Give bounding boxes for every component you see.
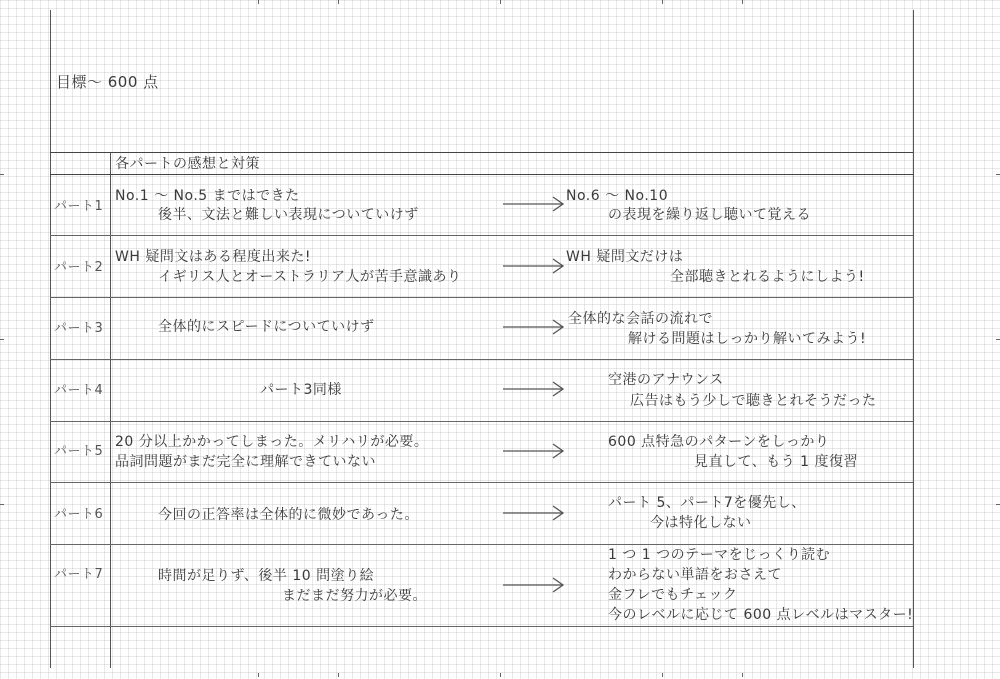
tick-mark [500, 673, 501, 677]
part-label: パート7 [54, 567, 104, 582]
part-label: パート6 [54, 507, 104, 522]
impression-line: No.1 ～ No.5 まではできた [115, 188, 300, 204]
row-rule-4 [50, 421, 913, 422]
arrow-right-icon [503, 319, 565, 335]
action-line: 全体的な会話の流れで [568, 311, 713, 327]
part-label: パート1 [54, 199, 104, 214]
action-line: 600 点特急のパターンをしっかり [608, 434, 830, 450]
arrow-right-icon [503, 381, 565, 397]
tick-mark [996, 339, 1000, 340]
tick-mark [500, 0, 501, 4]
arrow-right-icon [503, 196, 565, 212]
tick-mark [742, 0, 743, 4]
impression-line: 品詞問題がまだ完全に理解できていない [115, 454, 376, 470]
row-rule-1 [50, 235, 913, 236]
action-line: 1 つ 1 つのテーマをじっくり読む [608, 547, 831, 563]
part-label: パート2 [54, 260, 104, 275]
tick-mark [662, 673, 663, 677]
table-top-rule [50, 174, 913, 175]
tick-mark [742, 673, 743, 677]
right-border [913, 10, 914, 668]
row-rule-2 [50, 297, 913, 298]
tick-mark [0, 174, 4, 175]
impression-line: まだまだ努力が必要。 [282, 588, 427, 604]
left-border [50, 10, 51, 668]
impression-line: イギリス人とオーストラリア人が苦手意識あり [158, 269, 462, 285]
tick-mark [258, 673, 259, 677]
action-line: パート 5、パート7を優先し、 [608, 495, 806, 511]
tick-mark [0, 339, 4, 340]
action-line: わからない単語をおさえて [608, 567, 782, 583]
impression-line: 全体的にスピードについていけず [158, 319, 375, 335]
action-line: 見直して、もう 1 度復習 [694, 454, 859, 470]
impression-line: WH 疑問文はある程度出来た! [115, 249, 311, 265]
action-line: No.6 ～ No.10 [566, 188, 669, 204]
action-line: 金フレでもチェック [608, 587, 738, 603]
impression-line: 時間が足りず、後半 10 問塗り絵 [158, 568, 375, 584]
row-rule-6 [50, 544, 913, 545]
row-rule-7 [50, 626, 913, 627]
tick-mark [996, 504, 1000, 505]
action-line: 空港のアナウンス [608, 372, 724, 388]
label-column-divider [110, 152, 111, 668]
action-line: の表現を繰り返し聴いて覚える [608, 207, 811, 223]
tick-mark [258, 0, 259, 4]
section-title: 各パートの感想と対策 [115, 156, 260, 172]
arrow-right-icon [503, 505, 565, 521]
arrow-right-icon [503, 258, 565, 274]
impression-line: 今回の正答率は全体的に微妙であった。 [158, 507, 419, 523]
part-label: パート5 [54, 444, 104, 459]
row-rule-5 [50, 482, 913, 483]
action-line: 全部聴きとれるようにしよう! [670, 269, 865, 285]
action-line: 広告はもう少しで聴きとれそうだった [630, 393, 877, 409]
tick-mark [996, 174, 1000, 175]
impression-line: 20 分以上かかってしまった。メリハリが必要。 [115, 434, 429, 450]
part-label: パート4 [54, 383, 104, 398]
impression-line: 後半、文法と難しい表現についていけず [158, 207, 419, 223]
tick-mark [338, 673, 339, 677]
action-line: 今は特化しない [650, 515, 752, 531]
part-label: パート3 [54, 321, 104, 336]
impression-line: パート3同様 [260, 382, 342, 398]
action-line: 解ける問題はしっかり解いてみよう! [628, 331, 867, 347]
section-header-top-rule [50, 152, 913, 153]
tick-mark [0, 504, 4, 505]
row-rule-3 [50, 359, 913, 360]
action-line: 今のレベルに応じて 600 点レベルはマスター! [608, 607, 914, 623]
goal-text: 目標～ 600 点 [56, 73, 159, 91]
tick-mark [338, 0, 339, 4]
action-line: WH 疑問文だけは [566, 249, 684, 265]
arrow-right-icon [503, 443, 565, 459]
tick-mark [662, 0, 663, 4]
arrow-right-icon [503, 577, 565, 593]
